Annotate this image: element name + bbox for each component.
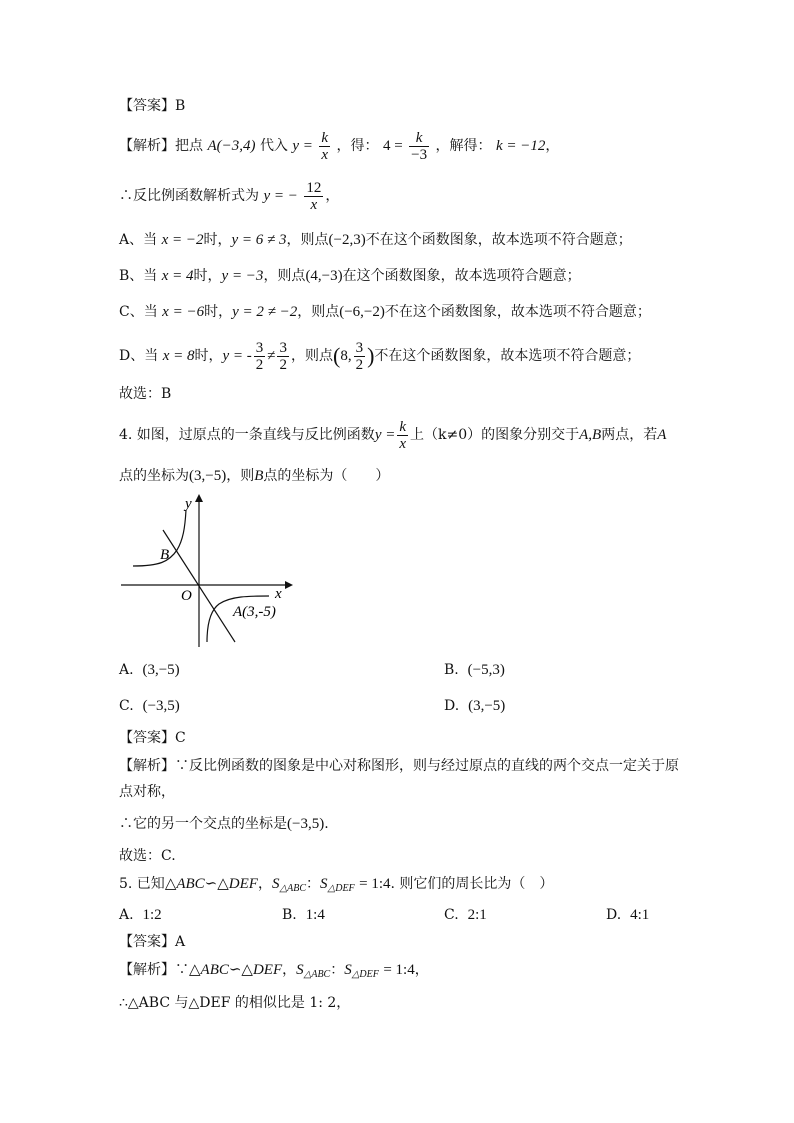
label-B: B: [160, 547, 170, 563]
analysis-line-2: ∴反比例函数解析式为 y = − $\frac{12}{x}$ ，: [119, 179, 340, 213]
q5-analysis-line-2: ∴△ABC 与△DEF 的相似比是 1: 2，: [119, 995, 351, 1011]
q4-option-a: A. (3,−5): [119, 662, 180, 678]
answer-tag: 【答案】B: [119, 98, 186, 114]
label-y: y: [185, 496, 192, 512]
q4-answer: 【答案】C: [119, 730, 186, 746]
label-A: A(3,-5): [233, 604, 276, 620]
q5-option-d: D. 4:1: [606, 907, 650, 923]
label-x: x: [275, 586, 282, 602]
fraction-k-over-x: $\frac{k}{x}$: [321, 129, 329, 163]
option-b-analysis: B、当 x = 4时，y = −3，则点(4,−3)在这个函数图象，故本选项符合题意；: [119, 268, 581, 284]
label-origin: O: [181, 588, 192, 604]
q4-analysis-line-3: ∴它的另一个交点的坐标是(−3,5).: [119, 816, 329, 832]
option-d-analysis: D、当 x = 8时，y = - $\frac{3}{2}$ ≠ $\frac{3}{2}$ ，则点(8, $\frac{3}{2}$ )不在这个函数图象，故本选项不符合题意；: [119, 339, 641, 373]
hyperbola-figure: [119, 492, 294, 652]
option-c-analysis: C、当 x = −6时，y = 2 ≠ −2，则点(−6,−2)不在这个函数图象，故本选项不符合题意；: [119, 304, 651, 320]
option-a-analysis: A、当 x = −2时，y = 6 ≠ 3，则点(−2,3)不在这个函数图象，故本选项不符合题意；: [119, 232, 632, 248]
q5-stem: 5. 已知△ABC∽△DEF，$S_{\triangle ABC}$：$S_{\triangle DEF}$ = 1:4. 则它们的周长比为（ ）: [119, 876, 554, 894]
q4-stem-line-1: 4. 如图，过原点的一条直线与反比例函数y = $\frac{k}{x}$ 上（k≠0）的图象分别交于A,B两点，若A: [119, 418, 667, 452]
fraction-12-over-x: $\frac{12}{x}$: [306, 179, 322, 213]
q5-option-b: B. 1:4: [282, 907, 325, 923]
q5-option-c: C. 2:1: [444, 907, 487, 923]
q5-answer: 【答案】A: [119, 934, 186, 950]
q4-option-d: D. (3,−5): [444, 698, 506, 714]
y-axis-arrow: [195, 494, 203, 502]
fraction-k-over-neg3: $\frac{k}{-3}$: [411, 129, 428, 163]
q5-option-a: A. 1:2: [119, 907, 162, 923]
q4-option-b: B. (−5,3): [444, 662, 505, 678]
q4-option-c: C. (−3,5): [119, 698, 180, 714]
q4-analysis-line-1: 【解析】∵反比例函数的图象是中心对称图形，则与经过原点的直线的两个交点一定关于原: [119, 758, 679, 774]
q3-choose: 故选：B: [119, 386, 172, 402]
q5-analysis-line-1: 【解析】∵△ABC∽△DEF，$S_{\triangle ABC}$：$S_{\triangle DEF}$ = 1:4，: [119, 962, 429, 980]
q4-stem-line-2: 点的坐标为(3,−5)，则B点的坐标为（ ）: [119, 468, 390, 484]
analysis-line-1: 【解析】把点 A(−3,4) 代入 y = $\frac{k}{x}$ ，得： 4 = $\frac{k}{-3}$ ，解得： k = −12，: [119, 129, 560, 163]
q4-choose: 故选：C.: [119, 848, 176, 864]
q4-analysis-line-2: 点对称，: [119, 784, 175, 800]
x-axis-arrow: [285, 581, 293, 589]
